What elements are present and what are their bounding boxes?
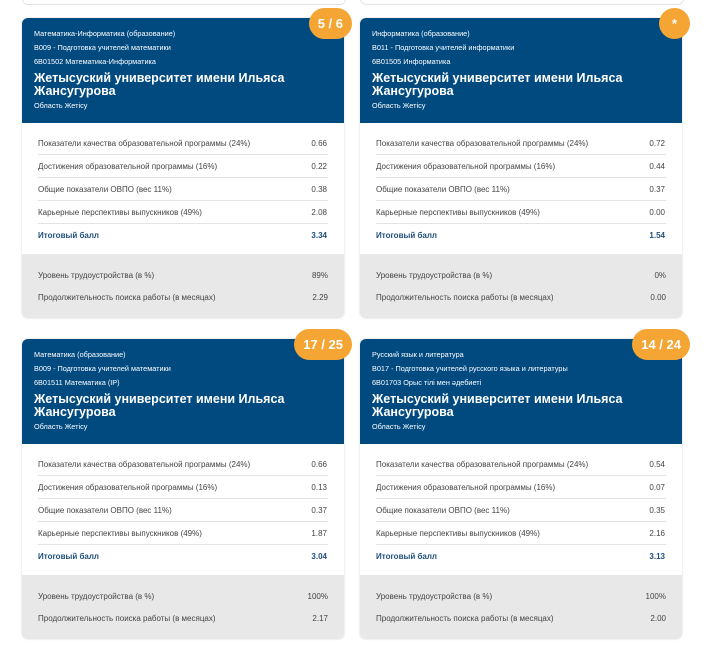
employment-label: Уровень трудоустройства (в %) <box>38 591 155 601</box>
job-search-row <box>376 607 666 629</box>
employment-row <box>376 585 666 607</box>
rank-badge: 14 / 24 <box>632 329 690 360</box>
employment-footer <box>360 254 682 318</box>
metric-label: Общие показатели ОВПО (вес 11%) <box>376 184 510 194</box>
employment-value: 100% <box>307 591 328 601</box>
metric-label: Общие показатели ОВПО (вес 11%) <box>38 505 172 515</box>
program-card[interactable] <box>360 339 682 639</box>
metric-label: Карьерные перспективы выпускников (49%) <box>376 207 540 217</box>
metric-row <box>38 201 328 224</box>
metric-value: 0.37 <box>649 184 665 194</box>
metric-row <box>376 453 666 476</box>
program-card[interactable] <box>360 18 682 318</box>
metric-row <box>38 522 328 545</box>
metric-label: Показатели качества образовательной программы (24%) <box>376 459 589 469</box>
card-header <box>22 339 344 444</box>
metric-value: 0.37 <box>311 505 327 515</box>
metric-value: 0.72 <box>649 138 665 148</box>
job-search-value: 2.00 <box>650 613 666 623</box>
university-name[interactable]: Жетысуский университет имени Ильяса Жансугурова <box>34 71 285 98</box>
metric-row <box>38 178 328 201</box>
group-name: B009 - Подготовка учителей математики <box>34 364 171 373</box>
program-card[interactable] <box>22 18 344 318</box>
metric-label: Общие показатели ОВПО (вес 11%) <box>376 505 510 515</box>
metric-row <box>38 155 328 178</box>
total-label: Итоговый балл <box>376 551 438 561</box>
metric-label: Карьерные перспективы выпускников (49%) <box>376 528 540 538</box>
metric-value: 0.54 <box>649 459 665 469</box>
total-row <box>376 224 666 246</box>
employment-value: 100% <box>645 591 666 601</box>
employment-row <box>376 264 666 286</box>
job-search-value: 2.17 <box>312 613 328 623</box>
employment-label: Уровень трудоустройства (в %) <box>376 591 493 601</box>
program-name: 6B01502 Математика-Информатика <box>34 57 156 66</box>
university-name[interactable]: Жетысуский университет имени Ильяса Жансугурова <box>34 392 285 419</box>
metric-row <box>376 132 666 155</box>
employment-label: Уровень трудоустройства (в %) <box>38 270 155 280</box>
job-search-row <box>376 286 666 308</box>
job-search-label: Продолжительность поиска работы (в месяцах) <box>38 292 216 302</box>
metric-label: Общие показатели ОВПО (вес 11%) <box>38 184 172 194</box>
metric-value: 0.07 <box>649 482 665 492</box>
metric-value: 0.44 <box>649 161 665 171</box>
card-header <box>360 339 682 444</box>
metric-value: 1.87 <box>311 528 327 538</box>
employment-footer <box>22 254 344 318</box>
rank-badge: * <box>659 8 690 39</box>
metric-value: 0.35 <box>649 505 665 515</box>
employment-row <box>38 585 328 607</box>
employment-value: 0% <box>654 270 666 280</box>
job-search-row <box>38 286 328 308</box>
metrics-table <box>360 123 682 254</box>
metric-row <box>38 476 328 499</box>
total-label: Итоговый балл <box>38 230 100 240</box>
metric-row <box>376 201 666 224</box>
university-name[interactable]: Жетысуский университет имени Ильяса Жансугурова <box>372 392 623 419</box>
metric-label: Карьерные перспективы выпускников (49%) <box>38 207 202 217</box>
metric-row <box>376 499 666 522</box>
metric-value: 2.08 <box>311 207 327 217</box>
metric-label: Достижения образовательной программы (16%) <box>376 482 556 492</box>
field-name: Математика-Информатика (образование) <box>34 29 176 38</box>
metric-label: Достижения образовательной программы (16%) <box>38 161 218 171</box>
metrics-table <box>22 123 344 254</box>
job-search-row <box>38 607 328 629</box>
metric-label: Показатели качества образовательной программы (24%) <box>376 138 589 148</box>
previous-card-edge <box>360 0 684 5</box>
card-header <box>360 18 682 123</box>
card-header <box>22 18 344 123</box>
program-card[interactable] <box>22 339 344 639</box>
metric-label: Достижения образовательной программы (16%) <box>376 161 556 171</box>
metrics-table <box>22 444 344 575</box>
metric-label: Карьерные перспективы выпускников (49%) <box>38 528 202 538</box>
total-label: Итоговый балл <box>38 551 100 561</box>
rank-badge: 17 / 25 <box>294 329 352 360</box>
metric-row <box>376 522 666 545</box>
region-name: Область Жетісу <box>372 101 426 110</box>
metric-value: 0.66 <box>311 459 327 469</box>
total-value: 3.04 <box>311 551 327 561</box>
metric-value: 2.16 <box>649 528 665 538</box>
metric-row <box>376 476 666 499</box>
field-name: Русский язык и литература <box>372 350 464 359</box>
region-name: Область Жетісу <box>372 422 426 431</box>
field-name: Информатика (образование) <box>372 29 470 38</box>
metric-value: 0.13 <box>311 482 327 492</box>
metrics-table <box>360 444 682 575</box>
total-row <box>376 545 666 567</box>
metric-value: 0.66 <box>311 138 327 148</box>
total-row <box>38 224 328 246</box>
metric-row <box>38 132 328 155</box>
job-search-label: Продолжительность поиска работы (в месяцах) <box>38 613 216 623</box>
total-value: 3.13 <box>649 551 665 561</box>
job-search-value: 0.00 <box>650 292 666 302</box>
university-name[interactable]: Жетысуский университет имени Ильяса Жансугурова <box>372 71 623 98</box>
region-name: Область Жетісу <box>34 101 88 110</box>
metric-row <box>376 178 666 201</box>
employment-label: Уровень трудоустройства (в %) <box>376 270 493 280</box>
program-name: 6B01505 Информатика <box>372 57 451 66</box>
group-name: B009 - Подготовка учителей математики <box>34 43 171 52</box>
total-value: 3.34 <box>311 230 327 240</box>
program-name: 6B01511 Математика (IP) <box>34 378 120 387</box>
previous-card-edge <box>22 0 346 5</box>
employment-footer <box>22 575 344 639</box>
employment-footer <box>360 575 682 639</box>
group-name: B017 - Подготовка учителей русского языка и литературы <box>372 364 568 373</box>
region-name: Область Жетісу <box>34 422 88 431</box>
metric-row <box>38 453 328 476</box>
metric-row <box>376 155 666 178</box>
metric-value: 0.22 <box>311 161 327 171</box>
program-name: 6B01703 Орыс тілі мен әдебиеті <box>372 378 482 387</box>
job-search-label: Продолжительность поиска работы (в месяцах) <box>376 613 554 623</box>
rank-badge: 5 / 6 <box>309 8 352 39</box>
employment-value: 89% <box>311 270 328 280</box>
total-row <box>38 545 328 567</box>
metric-label: Показатели качества образовательной программы (24%) <box>38 459 251 469</box>
job-search-label: Продолжительность поиска работы (в месяцах) <box>376 292 554 302</box>
metric-label: Достижения образовательной программы (16%) <box>38 482 218 492</box>
group-name: B011 - Подготовка учителей информатики <box>372 43 515 52</box>
metric-value: 0.00 <box>649 207 665 217</box>
total-value: 1.54 <box>649 230 665 240</box>
total-label: Итоговый балл <box>376 230 438 240</box>
employment-row <box>38 264 328 286</box>
metric-label: Показатели качества образовательной программы (24%) <box>38 138 251 148</box>
metric-row <box>38 499 328 522</box>
field-name: Математика (образование) <box>34 350 126 359</box>
metric-value: 0.38 <box>311 184 327 194</box>
job-search-value: 2.29 <box>312 292 328 302</box>
